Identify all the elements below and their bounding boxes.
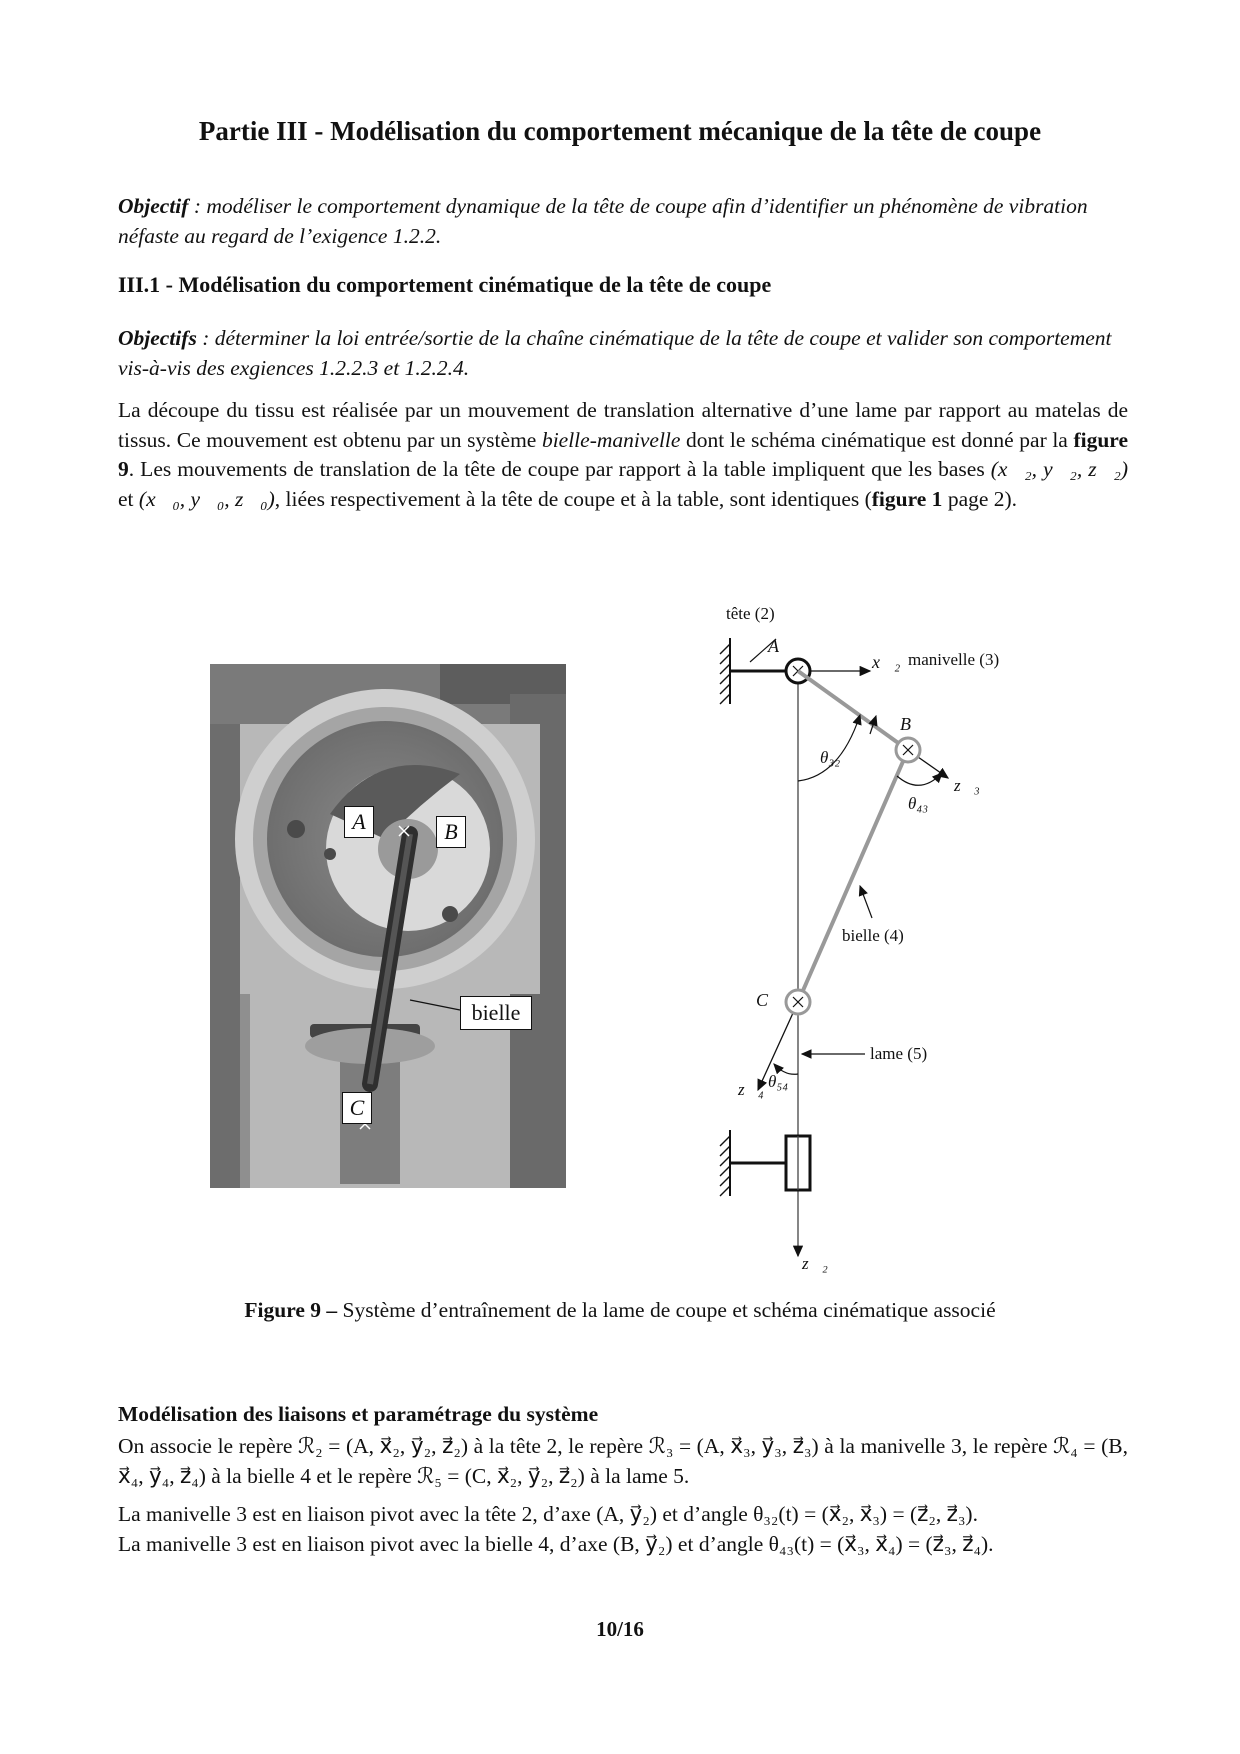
label-theta43: θ₄₃ xyxy=(908,794,929,813)
label-manivelle: manivelle (3) xyxy=(908,650,1000,669)
label-x2: x⃗₂ xyxy=(872,652,901,672)
label-theta54: θ₅₄ xyxy=(768,1072,789,1091)
label-lame: lame (5) xyxy=(870,1044,928,1063)
bielle-leader xyxy=(860,886,872,918)
theta43-arc xyxy=(897,773,942,785)
label-theta32: θ₃₂ xyxy=(820,748,841,767)
objective-paragraph xyxy=(118,192,1128,251)
modelisation-paragraph-3: La manivelle 3 est en liaison pivot avec la bielle 4, d’axe (B, y⃗₂) et d’angle θ₄₃(t) = (x⃗₃, x⃗₄) = (z⃗₃, z⃗₄). xyxy=(118,1532,994,1556)
intro-text-f: page 2). xyxy=(942,486,1018,511)
kinematic-schema xyxy=(690,596,1060,1282)
label-tete: tête (2) xyxy=(726,604,775,623)
intro-text-c: . Les mouvements de translation de la tête de coupe par rapport à la table impliquent que les bases xyxy=(128,457,991,481)
label-z4: z⃗₄ xyxy=(738,1080,764,1099)
intro-text-e: , liées respectivement à la tête de coupe et à la table, sont identiques ( xyxy=(274,486,872,511)
rod-line xyxy=(798,750,908,1002)
objective-label: Objectif xyxy=(118,194,189,218)
photo-label-c: C xyxy=(342,1092,372,1124)
section-heading: III.1 - Modélisation du comportement cinématique de la tête de coupe xyxy=(118,272,772,297)
modelisation-paragraph-2: La manivelle 3 est en liaison pivot avec la tête 2, d’axe (A, y⃗₂) et d’angle θ₃₂(t) = (x⃗₂, x⃗₃) = (z⃗₂, z⃗₃). xyxy=(118,1502,978,1526)
objectives-label: Objectifs xyxy=(118,326,197,350)
intro-text-d: et xyxy=(118,486,139,511)
crank-line xyxy=(798,671,908,750)
intro-italic: bielle-manivelle xyxy=(541,427,681,452)
caption-text: Système d’entraînement de la lame de coupe et schéma cinématique associé xyxy=(337,1298,996,1322)
label-bielle: bielle (4) xyxy=(842,926,904,945)
figure-caption xyxy=(0,1298,1240,1323)
label-a: A xyxy=(768,636,779,656)
base-0: (x⃗₀, y⃗₀, z⃗₀) xyxy=(138,486,275,511)
page-number: 10/16 xyxy=(596,1617,644,1641)
intro-paragraph xyxy=(118,396,1128,514)
mechanism-photo xyxy=(210,664,566,1188)
photo-label-b: B xyxy=(436,816,466,848)
objectives-text: : déterminer la loi entrée/sortie de la chaîne cinématique de la tête de coupe et valider son comportement vis-à-vis des exgiences 1.2.2.3 et 1.2.2.4. xyxy=(118,326,1112,380)
label-z3: z⃗₃ xyxy=(954,776,980,795)
figure1-ref: figure 1 xyxy=(871,486,943,511)
modelisation-heading: Modélisation des liaisons et paramétrage du système xyxy=(118,1402,599,1426)
caption-label: Figure 9 – xyxy=(244,1298,338,1322)
label-c: C xyxy=(756,990,769,1010)
modelisation-paragraph-1: On associe le repère ℛ₂ = (A, x⃗₂, y⃗₂, z⃗₂) à la tête 2, le repère ℛ₃ = (A, x⃗₃, y⃗₃, z⃗₃) à la manivelle 3, le repère ℛ₄ = (B, x⃗₄, y⃗₄, z⃗₄) à la bielle 4 et le repère ℛ₅ = (C, x⃗₂, y⃗₂, z⃗₂) à la lame 5. xyxy=(118,1434,1128,1488)
figure-ref: figure 9 xyxy=(118,427,1128,481)
page-title: Partie III - Modélisation du comportement mécanique de la tête de coupe xyxy=(198,116,1042,146)
intro-text-a: La découpe du tissu est réalisée par un mouvement de translation alternative d’une lame par rapport au matelas de tissus. Ce mouvement est obtenu par un système xyxy=(118,398,1128,452)
objective-text: : modéliser le comportement dynamique de la tête de coupe afin d’identifier un phénomène de vibration néfaste au regard de l’exigence 1.2.2. xyxy=(118,194,1088,248)
label-z2: z⃗₂ xyxy=(802,1254,828,1273)
photo-label-bielle: bielle xyxy=(460,996,532,1030)
objectives-paragraph xyxy=(118,324,1128,383)
intro-text-b: dont le schéma cinématique est donné par la xyxy=(680,427,1074,452)
base-2: (x⃗₂, y⃗₂, z⃗₂) xyxy=(990,457,1129,481)
mechanism-photo-svg xyxy=(210,664,566,1188)
label-b: B xyxy=(900,714,911,734)
photo-label-a: A xyxy=(344,806,374,838)
